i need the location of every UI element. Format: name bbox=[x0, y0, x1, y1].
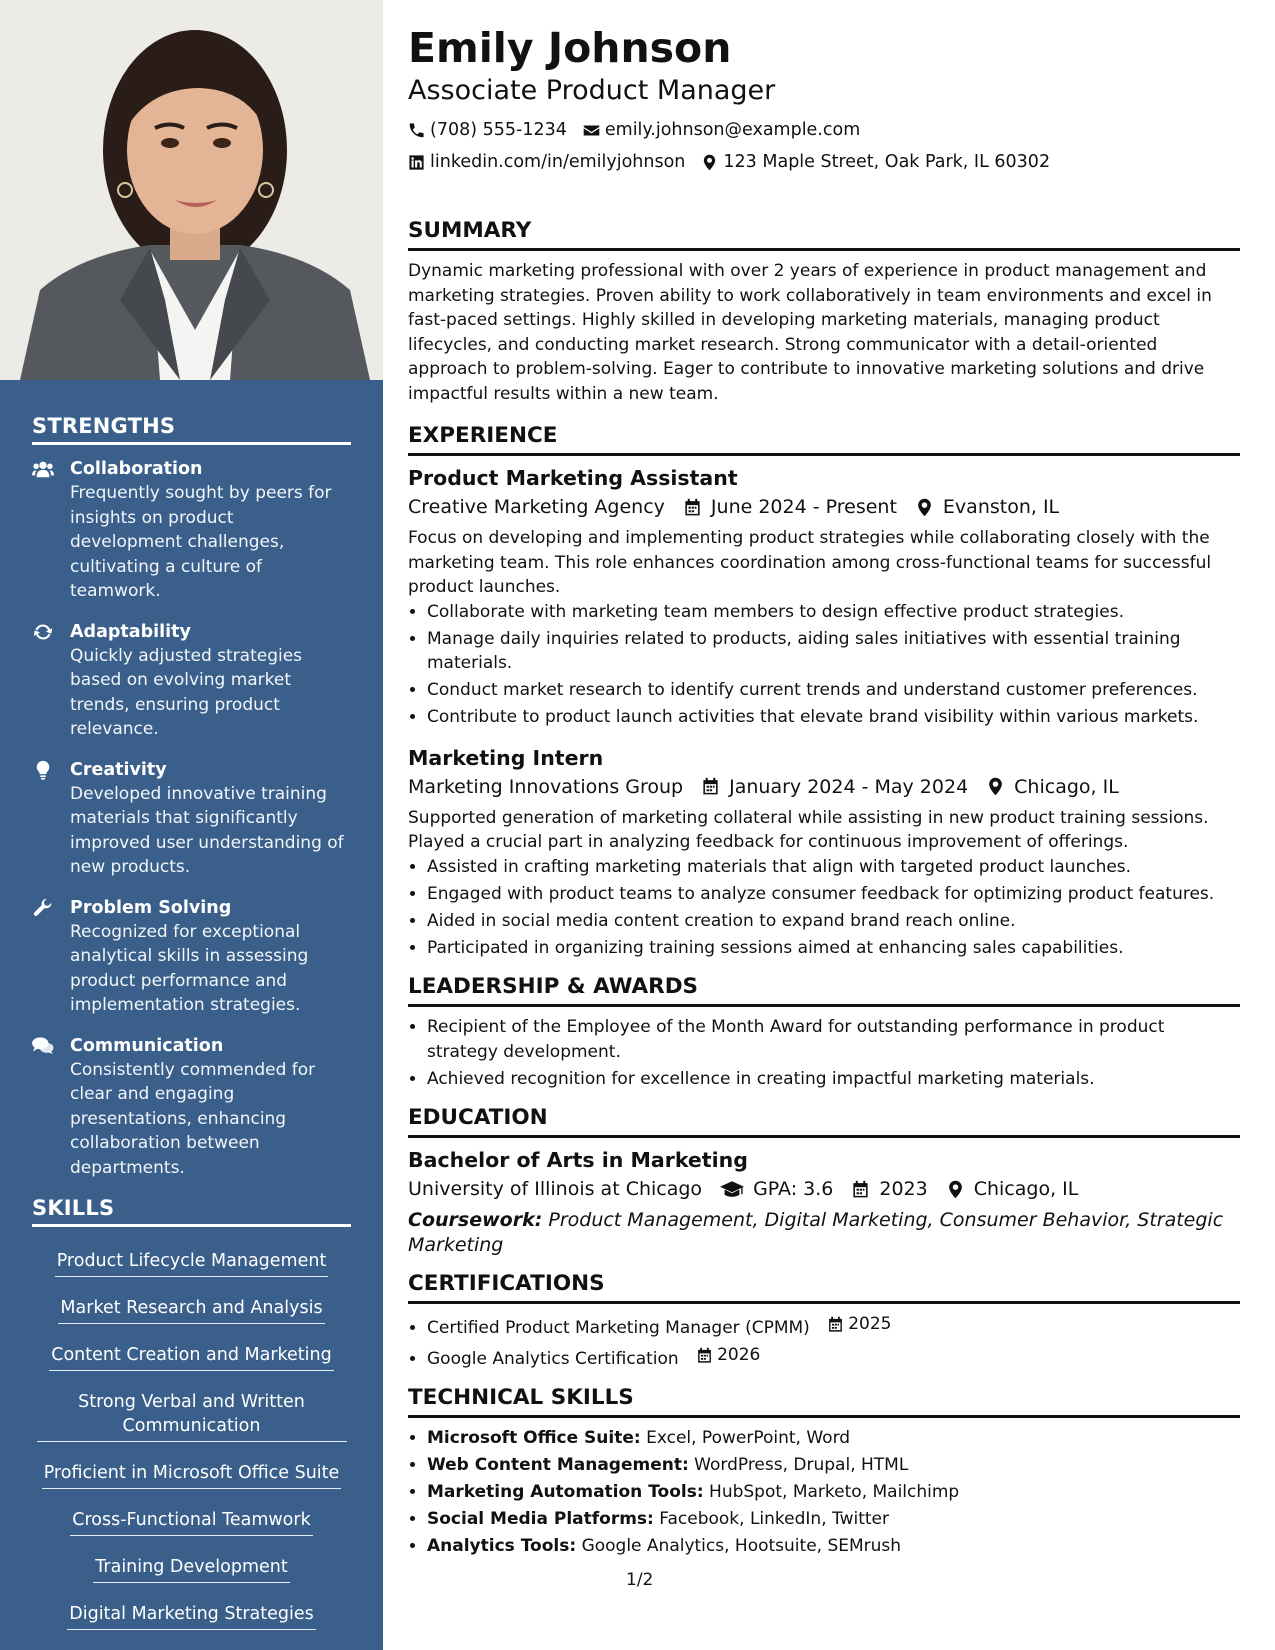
education-heading: EDUCATION bbox=[408, 1105, 1240, 1138]
email-contact[interactable] bbox=[583, 114, 860, 146]
skill-item: Cross-Functional Teamwork bbox=[70, 1508, 312, 1536]
contact-row bbox=[408, 114, 1240, 146]
linkedin-text: linkedin.com/in/emilyjohnson bbox=[430, 152, 686, 172]
cert-name: Google Analytics Certification bbox=[427, 1348, 679, 1369]
job-description: Supported generation of marketing collateral while assisting in new product training sessions. Played a crucial part in analyzing feedback for continuous improvement of offerings. bbox=[408, 807, 1209, 852]
strength-item bbox=[32, 620, 351, 742]
school-location-text: Chicago, IL bbox=[973, 1178, 1079, 1200]
list-item bbox=[427, 1312, 1240, 1340]
linkedin-icon bbox=[408, 154, 425, 171]
skill-item: Content Creation and Marketing bbox=[49, 1343, 333, 1371]
experience-heading: EXPERIENCE bbox=[408, 423, 1240, 456]
job-meta bbox=[408, 772, 1240, 802]
strength-desc: Recognized for exceptional analytical skills in assessing product performance and implementation strategies. bbox=[70, 921, 309, 1015]
calendar-icon bbox=[701, 777, 720, 796]
gpa-text: GPA: 3.6 bbox=[753, 1178, 834, 1200]
tech-value: WordPress, Drupal, HTML bbox=[694, 1455, 909, 1475]
skills-heading: SKILLS bbox=[32, 1196, 351, 1227]
map-marker-icon bbox=[946, 1180, 965, 1199]
skill-item: Product Lifecycle Management bbox=[55, 1249, 329, 1277]
cert-name: Certified Product Marketing Manager (CPMM) bbox=[427, 1317, 810, 1338]
job-title: Marketing Intern bbox=[408, 745, 604, 770]
skill-item: Proficient in Microsoft Office Suite bbox=[42, 1461, 342, 1489]
tech-label: Microsoft Office Suite: bbox=[427, 1428, 641, 1448]
job-bullets bbox=[408, 600, 1240, 730]
list-item bbox=[427, 1343, 1240, 1371]
strength-title: Problem Solving bbox=[70, 897, 232, 918]
list-item: • Participated in organizing training sessions aimed at enhancing sales capabilities. bbox=[427, 936, 1240, 961]
cert-year: 2025 bbox=[848, 1314, 892, 1334]
skill-item: Digital Marketing Strategies bbox=[67, 1602, 315, 1630]
cert-date bbox=[696, 1343, 760, 1368]
list-item: • Contribute to product launch activities that elevate brand visibility within various markets. bbox=[427, 705, 1240, 730]
school-location bbox=[946, 1174, 1079, 1204]
email-text: emily.johnson@example.com bbox=[604, 120, 861, 140]
list-item bbox=[427, 1426, 1240, 1451]
list-item: • Achieved recognition for excellence in creating impactful marketing materials. bbox=[427, 1067, 1240, 1092]
strength-item bbox=[32, 1034, 351, 1181]
awards-list bbox=[408, 1015, 1240, 1091]
calendar-icon bbox=[851, 1180, 870, 1199]
strength-desc: Frequently sought by peers for insights on product development challenges, cultivating a culture of teamwork. bbox=[70, 483, 332, 601]
tech-value: Facebook, LinkedIn, Twitter bbox=[659, 1509, 889, 1529]
cert-year: 2026 bbox=[717, 1344, 761, 1365]
page-number: 1/2 bbox=[626, 1570, 654, 1590]
strength-title: Adaptability bbox=[70, 621, 191, 642]
company: Creative Marketing Agency bbox=[408, 496, 665, 518]
strengths-heading: STRENGTHS bbox=[32, 414, 351, 445]
tech-label: Analytics Tools: bbox=[427, 1536, 577, 1556]
phone-text: (708) 555-1234 bbox=[430, 120, 567, 140]
strength-title: Creativity bbox=[70, 759, 167, 780]
calendar-icon bbox=[683, 498, 702, 517]
list-item: • Aided in social media content creation to expand brand reach online. bbox=[427, 909, 1240, 934]
phone-contact[interactable] bbox=[408, 114, 567, 146]
job-dates-text: January 2024 - May 2024 bbox=[729, 775, 969, 798]
summary-text: Dynamic marketing professional with over 2 years of experience in product management and marketing strategies. Proven ability to work collaboratively in team environments and excel in fast-paced settings. Highly skilled in developing marketing materials, managing product lifecycles, and conducting market research. Strong communicator with a detail-oriented approach to problem-solving. Eager to contribute to innovative marketing solutions and drive impactful results within a new team. bbox=[408, 261, 1212, 404]
job-bullets bbox=[408, 855, 1240, 961]
strength-desc: Quickly adjusted strategies based on evolving market trends, ensuring product relevance. bbox=[70, 645, 303, 739]
list-item: • Conduct market research to identify current trends and understand customer preferences. bbox=[427, 678, 1240, 703]
contact-row bbox=[408, 146, 1240, 178]
strength-item bbox=[32, 457, 351, 604]
job-dates bbox=[701, 772, 968, 802]
list-item bbox=[427, 1453, 1240, 1478]
technical-list bbox=[408, 1426, 1240, 1559]
list-item: • Assisted in crafting marketing materials that align with targeted product launches. bbox=[427, 855, 1240, 880]
company: Marketing Innovations Group bbox=[408, 775, 684, 798]
list-item: • Collaborate with marketing team members to design effective product strategies. bbox=[427, 600, 1240, 625]
tech-label: Marketing Automation Tools: bbox=[427, 1482, 704, 1502]
tech-value: Google Analytics, Hootsuite, SEMrush bbox=[581, 1536, 902, 1556]
skill-item: Training Development bbox=[93, 1555, 289, 1583]
graduation-year bbox=[851, 1174, 927, 1204]
map-marker-icon bbox=[915, 498, 934, 517]
awards-section bbox=[408, 974, 1240, 1091]
address-text: 123 Maple Street, Oak Park, IL 60302 bbox=[723, 152, 1051, 172]
tech-value: Excel, PowerPoint, Word bbox=[646, 1428, 851, 1448]
job-meta bbox=[408, 492, 1240, 522]
coursework-label: Coursework: bbox=[408, 1209, 543, 1231]
certifications-heading: CERTIFICATIONS bbox=[408, 1271, 1240, 1304]
sidebar bbox=[0, 0, 383, 1650]
list-item: • Manage daily inquiries related to products, aiding sales initiatives with essential training materials. bbox=[427, 627, 1240, 676]
wrench-icon bbox=[32, 896, 70, 1018]
job-location bbox=[986, 772, 1119, 802]
lightbulb-icon bbox=[32, 758, 70, 880]
candidate-title: Associate Product Manager bbox=[408, 75, 776, 106]
strength-title: Collaboration bbox=[70, 459, 203, 479]
coursework bbox=[408, 1208, 1240, 1257]
strength-title: Communication bbox=[70, 1035, 224, 1056]
job-dates-text: June 2024 - Present bbox=[710, 496, 897, 518]
tech-value: HubSpot, Marketo, Mailchimp bbox=[709, 1482, 960, 1502]
users-icon bbox=[32, 457, 70, 604]
certifications-list bbox=[408, 1312, 1240, 1371]
skill-item: Market Research and Analysis bbox=[58, 1296, 324, 1324]
strength-item bbox=[32, 758, 351, 880]
graduation-cap-icon bbox=[720, 1180, 744, 1199]
summary-heading: SUMMARY bbox=[408, 218, 1240, 251]
job-location bbox=[915, 492, 1059, 522]
job-title: Product Marketing Assistant bbox=[408, 466, 738, 490]
list-item: • Engaged with product teams to analyze consumer feedback for optimizing product features. bbox=[427, 882, 1240, 907]
map-marker-icon bbox=[701, 154, 718, 171]
cert-date bbox=[827, 1312, 891, 1337]
education-meta bbox=[408, 1174, 1240, 1204]
comments-icon bbox=[32, 1034, 70, 1181]
year-text: 2023 bbox=[879, 1178, 928, 1200]
sidebar-content bbox=[32, 414, 351, 1649]
job-location-text: Chicago, IL bbox=[1014, 775, 1119, 798]
job-description: Focus on developing and implementing product strategies while collaborating closely with the marketing team. This role enhances coordination among cross-functional teams for successful product launches. bbox=[408, 528, 1212, 597]
job-dates bbox=[683, 492, 897, 522]
address-contact bbox=[701, 146, 1050, 178]
awards-heading: LEADERSHIP & AWARDS bbox=[408, 974, 1240, 1007]
profile-photo bbox=[0, 0, 383, 380]
envelope-icon bbox=[583, 122, 600, 139]
strength-desc: Developed innovative training materials that significantly improved user understanding of new products. bbox=[70, 783, 344, 877]
technical-heading: TECHNICAL SKILLS bbox=[408, 1385, 1240, 1418]
degree: Bachelor of Arts in Marketing bbox=[408, 1148, 748, 1172]
list-item bbox=[427, 1534, 1240, 1559]
school: University of Illinois at Chicago bbox=[408, 1178, 703, 1200]
main-content bbox=[408, 22, 1240, 1561]
job-entry bbox=[408, 744, 1240, 961]
linkedin-contact[interactable] bbox=[408, 146, 685, 178]
candidate-name: Emily Johnson bbox=[408, 24, 732, 72]
sync-icon bbox=[32, 620, 70, 742]
job-entry bbox=[408, 464, 1240, 730]
coursework-text: Product Management, Digital Marketing, Consumer Behavior, Strategic Marketing bbox=[408, 1209, 1224, 1256]
calendar-icon bbox=[827, 1316, 844, 1333]
tech-label: Social Media Platforms: bbox=[427, 1509, 654, 1529]
map-marker-icon bbox=[986, 777, 1005, 796]
job-location-text: Evanston, IL bbox=[942, 496, 1060, 518]
strength-desc: Consistently commended for clear and engaging presentations, enhancing collaboration between departments. bbox=[70, 1059, 316, 1178]
calendar-icon bbox=[696, 1347, 713, 1364]
list-item bbox=[427, 1507, 1240, 1532]
certifications-section bbox=[408, 1271, 1240, 1371]
strength-item bbox=[32, 896, 351, 1018]
skill-item: Strong Verbal and Written Communication bbox=[37, 1390, 347, 1442]
gpa bbox=[720, 1174, 833, 1204]
tech-label: Web Content Management: bbox=[427, 1455, 689, 1475]
list-item: • Recipient of the Employee of the Month Award for outstanding performance in product strategy development. bbox=[427, 1015, 1240, 1064]
phone-icon bbox=[408, 122, 425, 139]
list-item bbox=[427, 1480, 1240, 1505]
